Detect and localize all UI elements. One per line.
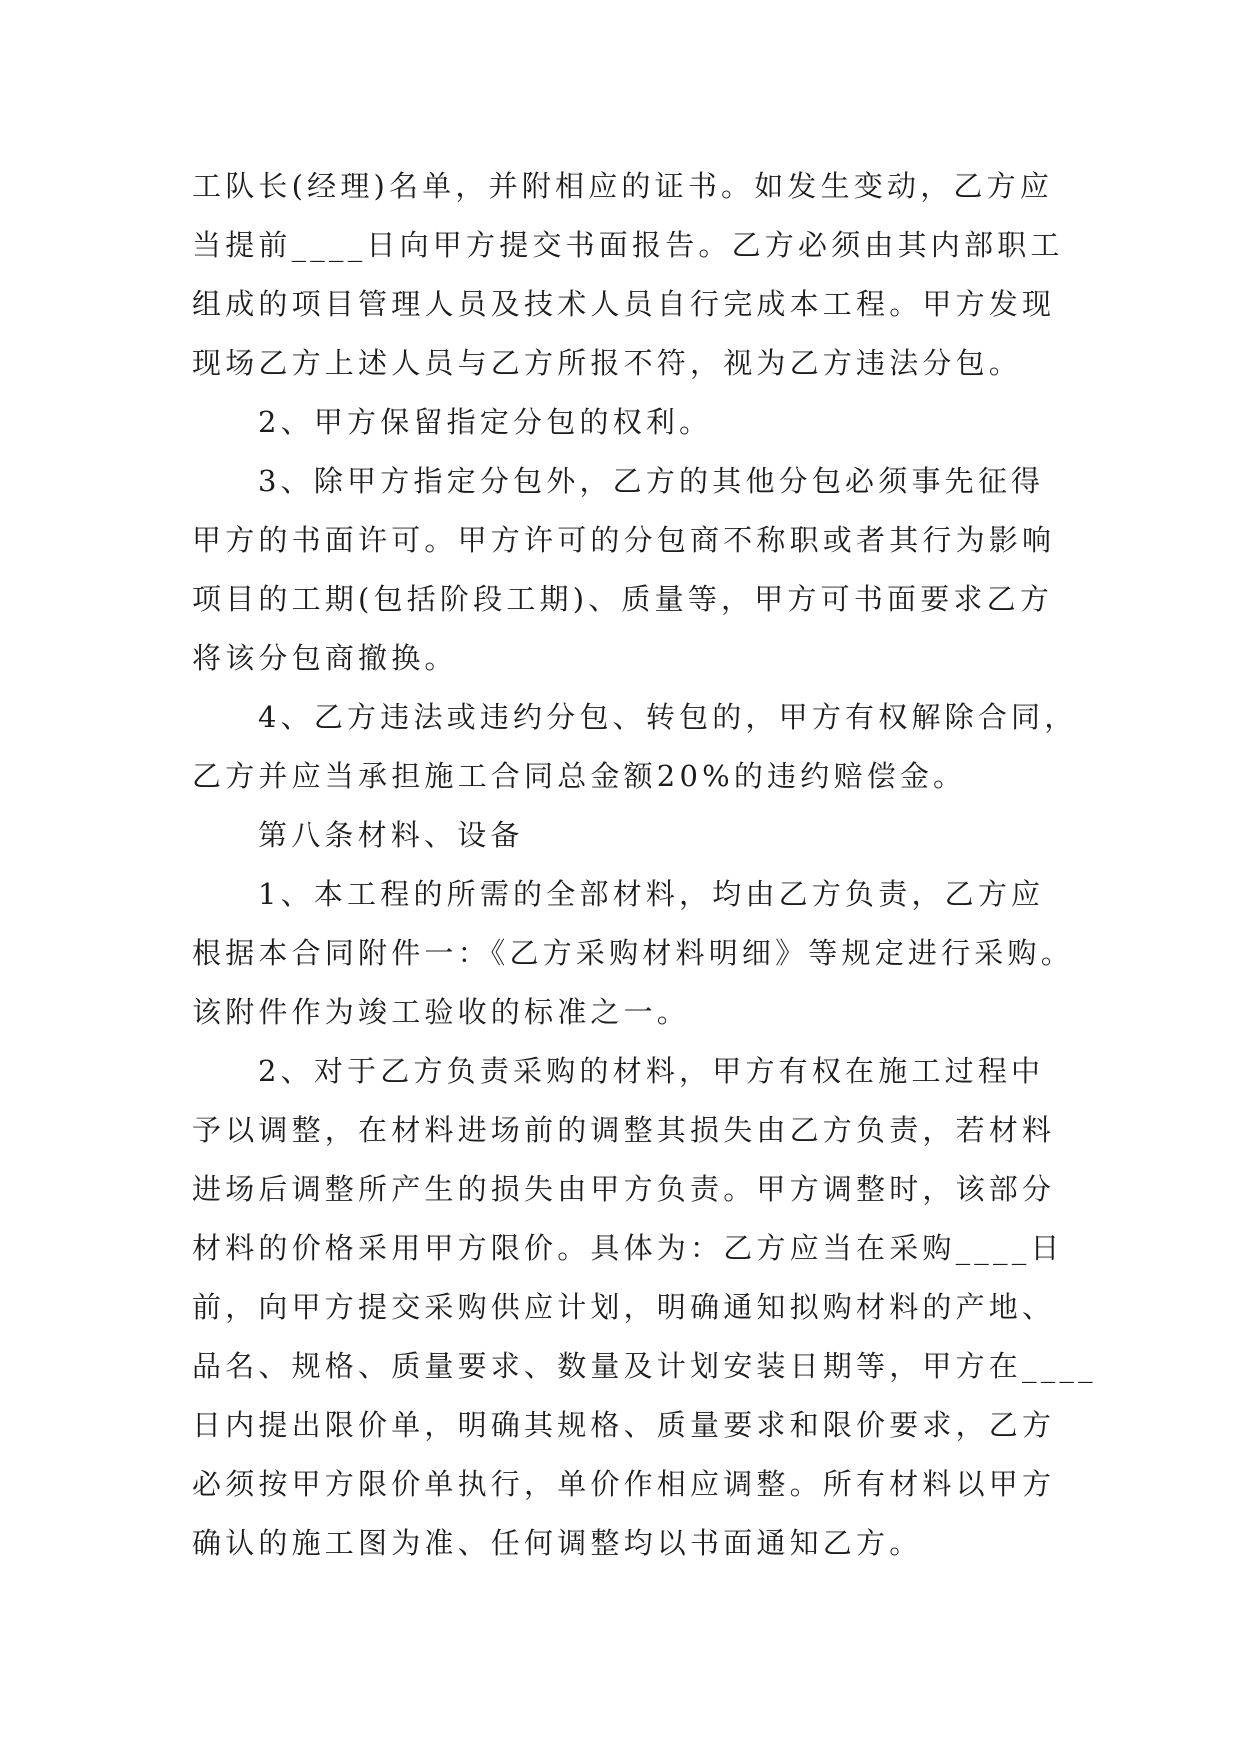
section-heading-text: 第八条材料、设备 <box>258 818 524 852</box>
text-line: 该附件作为竣工验收的标准之一。 <box>192 995 691 1029</box>
text-line: 进场后调整所产生的损失由甲方负责。甲方调整时，该部分 <box>192 1172 1056 1206</box>
text-line: 确认的施工图为准、任何调整均以书面通知乙方。 <box>192 1526 923 1560</box>
text-line: 3、除甲方指定分包外，乙方的其他分包必须事先征得 <box>258 464 1045 498</box>
text-line: 项目的工期(包括阶段工期)、质量等，甲方可书面要求乙方 <box>192 582 1054 616</box>
text-line: 将该分包商撤换。 <box>192 641 458 675</box>
paragraph-continued <box>192 157 1132 393</box>
document-body <box>192 157 1132 1573</box>
section-heading <box>192 806 1132 865</box>
text-line: 必须按甲方限价单执行，单价作相应调整。所有材料以甲方 <box>192 1467 1056 1501</box>
text-line: 工队长(经理)名单，并附相应的证书。如发生变动，乙方应 <box>192 169 1054 203</box>
text-line: 根据本合同附件一：《乙方采购材料明细》等规定进行采购。 <box>192 936 1074 970</box>
text-line: 现场乙方上述人员与乙方所报不符，视为乙方违法分包。 <box>192 346 1023 380</box>
text-line: 予以调整，在材料进场前的调整其损失由乙方负责，若材料 <box>192 1113 1056 1147</box>
text-line: 当提前____日向甲方提交书面报告。乙方必须由其内部职工 <box>192 228 1064 262</box>
text-line: 4、乙方违法或违约分包、转包的，甲方有权解除合同， <box>258 700 1078 734</box>
text-line: 2、对于乙方负责采购的材料，甲方有权在施工过程中 <box>258 1054 1045 1088</box>
text-line: 甲方的书面许可。甲方许可的分包商不称职或者其行为影响 <box>192 523 1056 557</box>
text-line: 2、甲方保留指定分包的权利。 <box>258 405 713 439</box>
text-line: 日内提出限价单，明确其规格、质量要求和限价要求，乙方 <box>192 1408 1056 1442</box>
text-line: 材料的价格采用甲方限价。具体为：乙方应当在采购____日 <box>192 1231 1064 1265</box>
paragraph-clause-3 <box>192 452 1132 688</box>
text-line: 品名、规格、质量要求、数量及计划安装日期等，甲方在____ <box>192 1349 1097 1383</box>
paragraph-clause-4 <box>192 688 1132 806</box>
paragraph-article8-clause-1 <box>192 865 1132 1042</box>
paragraph-clause-2 <box>192 393 1132 452</box>
text-line: 1、本工程的所需的全部材料，均由乙方负责，乙方应 <box>258 877 1045 911</box>
paragraph-article8-clause-2 <box>192 1042 1132 1573</box>
text-line: 前，向甲方提交采购供应计划，明确通知拟购材料的产地、 <box>192 1290 1056 1324</box>
text-line: 乙方并应当承担施工合同总金额20%的违约赔偿金。 <box>192 759 967 793</box>
text-line: 组成的项目管理人员及技术人员自行完成本工程。甲方发现 <box>192 287 1056 321</box>
